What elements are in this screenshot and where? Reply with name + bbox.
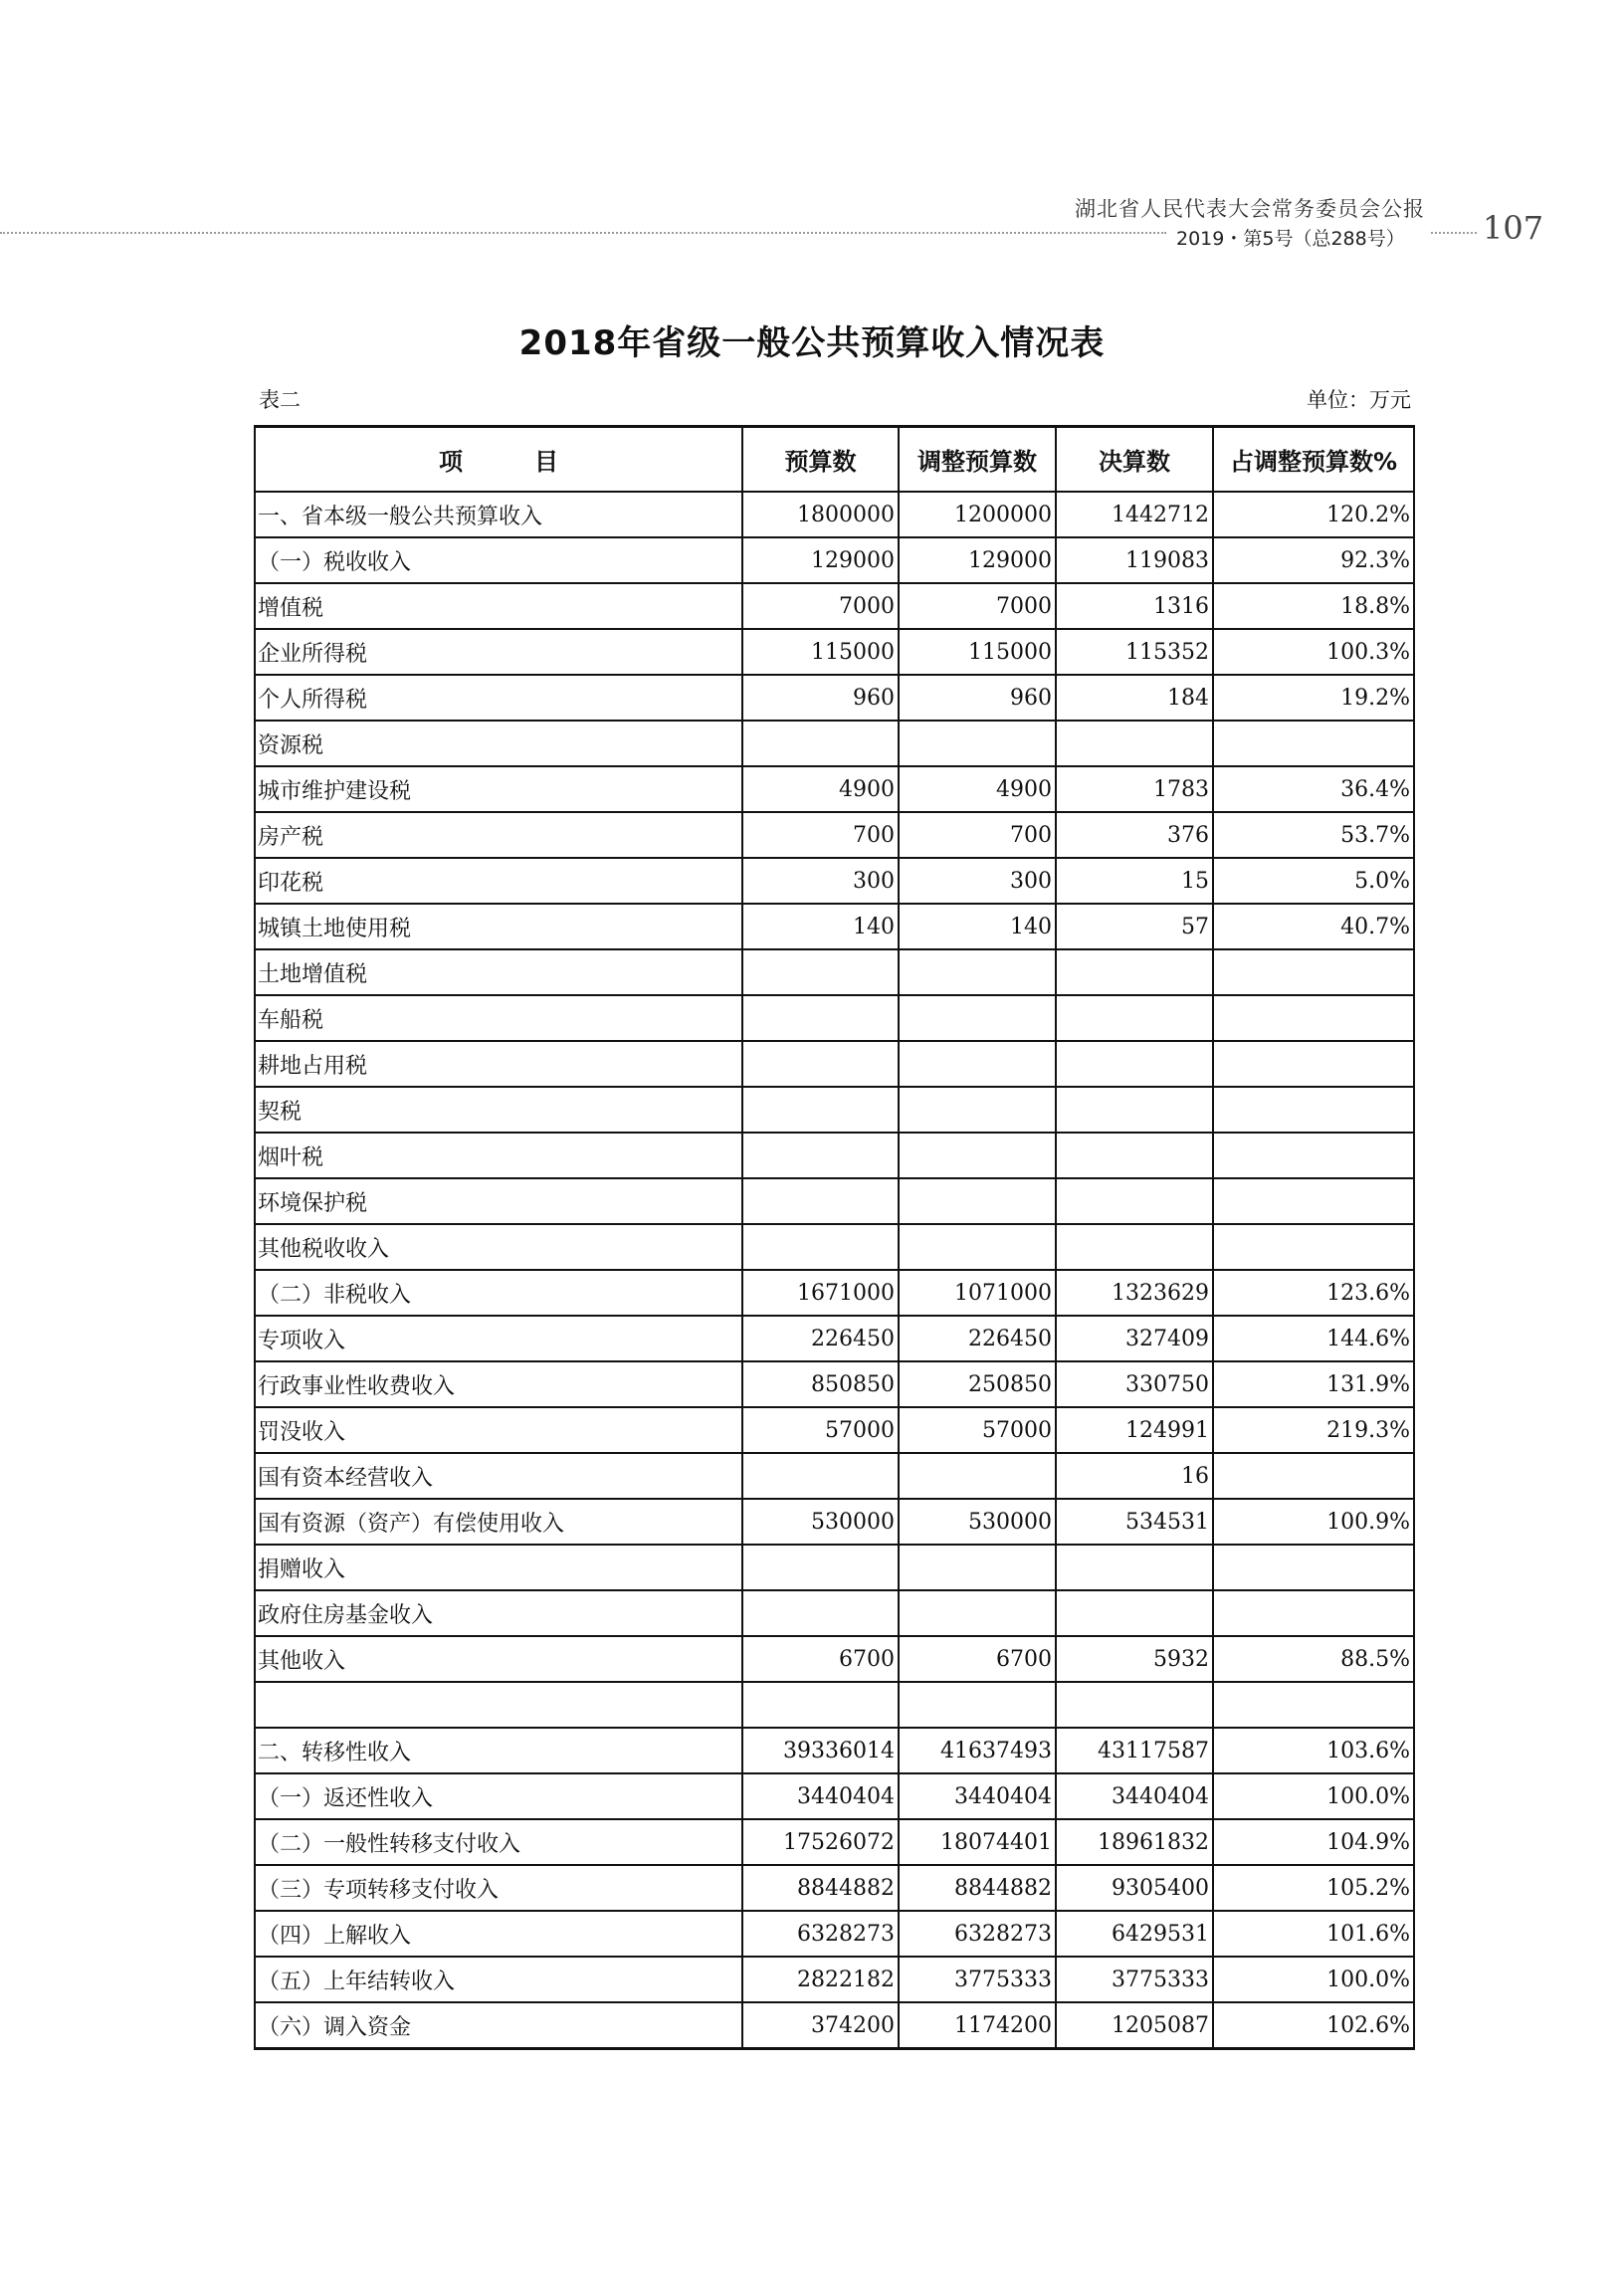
cell-pct: 5.0% bbox=[1213, 858, 1414, 904]
row-item-label: 城镇土地使用税 bbox=[255, 904, 742, 949]
table-row bbox=[255, 1957, 1414, 2002]
table-row bbox=[255, 2002, 1414, 2049]
table-row bbox=[255, 858, 1414, 904]
cell-budget bbox=[742, 1224, 899, 1270]
cell-final: 15 bbox=[1056, 858, 1213, 904]
cell-pct: 120.2% bbox=[1213, 492, 1414, 537]
cell-pct: 100.9% bbox=[1213, 1499, 1414, 1545]
cell-final: 43117587 bbox=[1056, 1728, 1213, 1773]
cell-budget: 300 bbox=[742, 858, 899, 904]
cell-pct bbox=[1213, 1041, 1414, 1087]
cell-pct: 53.7% bbox=[1213, 812, 1414, 858]
cell-pct: 40.7% bbox=[1213, 904, 1414, 949]
cell-final: 6429531 bbox=[1056, 1911, 1213, 1957]
cell-budget: 1800000 bbox=[742, 492, 899, 537]
cell-pct: 19.2% bbox=[1213, 675, 1414, 721]
cell-final bbox=[1056, 1041, 1213, 1087]
cell-budget: 115000 bbox=[742, 629, 899, 675]
table-row bbox=[255, 492, 1414, 537]
cell-adjusted bbox=[899, 721, 1056, 766]
cell-final bbox=[1056, 949, 1213, 995]
cell-final: 18961832 bbox=[1056, 1819, 1213, 1865]
cell-budget: 140 bbox=[742, 904, 899, 949]
cell-budget: 850850 bbox=[742, 1361, 899, 1407]
cell-budget bbox=[742, 1178, 899, 1224]
cell-adjusted: 6328273 bbox=[899, 1911, 1056, 1957]
row-item-label: 政府住房基金收入 bbox=[255, 1590, 742, 1636]
row-item-label: 印花税 bbox=[255, 858, 742, 904]
cell-pct bbox=[1213, 1682, 1414, 1728]
cell-pct: 131.9% bbox=[1213, 1361, 1414, 1407]
table-row bbox=[255, 1224, 1414, 1270]
cell-budget bbox=[742, 1545, 899, 1590]
cell-final: 3775333 bbox=[1056, 1957, 1213, 2002]
cell-final bbox=[1056, 1682, 1213, 1728]
issue-number: 2019・第5号（总288号） bbox=[1176, 228, 1405, 250]
cell-adjusted bbox=[899, 949, 1056, 995]
row-item-label: （五）上年结转收入 bbox=[255, 1957, 742, 2002]
row-item-label: 行政事业性收费收入 bbox=[255, 1361, 742, 1407]
cell-budget bbox=[742, 1133, 899, 1178]
cell-budget: 226450 bbox=[742, 1316, 899, 1361]
cell-budget: 530000 bbox=[742, 1499, 899, 1545]
cell-adjusted: 140 bbox=[899, 904, 1056, 949]
table-row bbox=[255, 1499, 1414, 1545]
column-header-item: 项 目 bbox=[255, 427, 742, 493]
table-row bbox=[255, 1545, 1414, 1590]
cell-adjusted: 57000 bbox=[899, 1407, 1056, 1453]
table-row bbox=[255, 1819, 1414, 1865]
row-item-label: 个人所得税 bbox=[255, 675, 742, 721]
cell-budget bbox=[742, 721, 899, 766]
cell-pct: 104.9% bbox=[1213, 1819, 1414, 1865]
row-item-label: 专项收入 bbox=[255, 1316, 742, 1361]
cell-adjusted: 6700 bbox=[899, 1636, 1056, 1682]
cell-pct: 103.6% bbox=[1213, 1728, 1414, 1773]
cell-adjusted: 1071000 bbox=[899, 1270, 1056, 1316]
table-row bbox=[255, 1361, 1414, 1407]
cell-budget: 6700 bbox=[742, 1636, 899, 1682]
table-row bbox=[255, 1407, 1414, 1453]
table-row bbox=[255, 1453, 1414, 1499]
cell-final bbox=[1056, 1087, 1213, 1133]
row-item-label: （二）非税收入 bbox=[255, 1270, 742, 1316]
cell-budget: 7000 bbox=[742, 583, 899, 629]
cell-final: 327409 bbox=[1056, 1316, 1213, 1361]
row-item-label: 企业所得税 bbox=[255, 629, 742, 675]
column-header-adjusted: 调整预算数 bbox=[899, 427, 1056, 493]
cell-budget: 6328273 bbox=[742, 1911, 899, 1957]
cell-final: 376 bbox=[1056, 812, 1213, 858]
row-item-label: 一、省本级一般公共预算收入 bbox=[255, 492, 742, 537]
cell-final: 534531 bbox=[1056, 1499, 1213, 1545]
row-item-label: 国有资本经营收入 bbox=[255, 1453, 742, 1499]
table-row bbox=[255, 904, 1414, 949]
row-item-label: （一）税收收入 bbox=[255, 537, 742, 583]
row-item-label: 其他收入 bbox=[255, 1636, 742, 1682]
cell-pct: 88.5% bbox=[1213, 1636, 1414, 1682]
cell-pct: 18.8% bbox=[1213, 583, 1414, 629]
row-item-label: （二）一般性转移支付收入 bbox=[255, 1819, 742, 1865]
column-header-final: 决算数 bbox=[1056, 427, 1213, 493]
cell-pct: 100.0% bbox=[1213, 1773, 1414, 1819]
table-row bbox=[255, 1865, 1414, 1911]
row-item-label: 二、转移性收入 bbox=[255, 1728, 742, 1773]
table-row bbox=[255, 995, 1414, 1041]
row-item-label: 土地增值税 bbox=[255, 949, 742, 995]
cell-final bbox=[1056, 1133, 1213, 1178]
row-item-label bbox=[255, 1682, 742, 1728]
cell-budget bbox=[742, 1453, 899, 1499]
cell-pct bbox=[1213, 1224, 1414, 1270]
table-row bbox=[255, 629, 1414, 675]
cell-pct: 102.6% bbox=[1213, 2002, 1414, 2049]
cell-adjusted: 18074401 bbox=[899, 1819, 1056, 1865]
row-item-label: 车船税 bbox=[255, 995, 742, 1041]
header-dotted-rule bbox=[0, 232, 1166, 234]
table-number: 表二 bbox=[259, 388, 301, 412]
cell-budget: 3440404 bbox=[742, 1773, 899, 1819]
cell-budget: 4900 bbox=[742, 766, 899, 812]
cell-budget: 17526072 bbox=[742, 1819, 899, 1865]
cell-pct bbox=[1213, 995, 1414, 1041]
cell-final: 330750 bbox=[1056, 1361, 1213, 1407]
table-row bbox=[255, 1178, 1414, 1224]
cell-pct: 219.3% bbox=[1213, 1407, 1414, 1453]
row-item-label: （六）调入资金 bbox=[255, 2002, 742, 2049]
cell-pct: 92.3% bbox=[1213, 537, 1414, 583]
cell-adjusted: 7000 bbox=[899, 583, 1056, 629]
cell-adjusted: 1174200 bbox=[899, 2002, 1056, 2049]
row-item-label: 其他税收收入 bbox=[255, 1224, 742, 1270]
cell-pct bbox=[1213, 721, 1414, 766]
cell-adjusted: 250850 bbox=[899, 1361, 1056, 1407]
cell-adjusted: 700 bbox=[899, 812, 1056, 858]
cell-final: 9305400 bbox=[1056, 1865, 1213, 1911]
cell-budget: 57000 bbox=[742, 1407, 899, 1453]
cell-adjusted: 3775333 bbox=[899, 1957, 1056, 2002]
cell-budget bbox=[742, 1590, 899, 1636]
cell-budget: 129000 bbox=[742, 537, 899, 583]
cell-final: 184 bbox=[1056, 675, 1213, 721]
cell-adjusted bbox=[899, 1453, 1056, 1499]
row-item-label: （四）上解收入 bbox=[255, 1911, 742, 1957]
table-body bbox=[255, 492, 1414, 2049]
cell-budget bbox=[742, 949, 899, 995]
row-item-label: 罚没收入 bbox=[255, 1407, 742, 1453]
cell-adjusted bbox=[899, 1041, 1056, 1087]
cell-final: 1783 bbox=[1056, 766, 1213, 812]
cell-adjusted: 3440404 bbox=[899, 1773, 1056, 1819]
row-item-label: 增值税 bbox=[255, 583, 742, 629]
cell-adjusted bbox=[899, 1087, 1056, 1133]
table-row bbox=[255, 583, 1414, 629]
cell-budget: 960 bbox=[742, 675, 899, 721]
cell-adjusted bbox=[899, 1545, 1056, 1590]
table-row bbox=[255, 1133, 1414, 1178]
row-item-label: 资源税 bbox=[255, 721, 742, 766]
cell-final: 1323629 bbox=[1056, 1270, 1213, 1316]
table-row bbox=[255, 766, 1414, 812]
cell-adjusted: 8844882 bbox=[899, 1865, 1056, 1911]
table-row bbox=[255, 1041, 1414, 1087]
cell-final: 3440404 bbox=[1056, 1773, 1213, 1819]
cell-final: 57 bbox=[1056, 904, 1213, 949]
table-row bbox=[255, 812, 1414, 858]
cell-budget bbox=[742, 1087, 899, 1133]
cell-budget: 374200 bbox=[742, 2002, 899, 2049]
cell-pct: 101.6% bbox=[1213, 1911, 1414, 1957]
table-header bbox=[255, 427, 1414, 493]
row-item-label: （一）返还性收入 bbox=[255, 1773, 742, 1819]
table-row bbox=[255, 721, 1414, 766]
cell-adjusted: 530000 bbox=[899, 1499, 1056, 1545]
table-row bbox=[255, 1590, 1414, 1636]
header-dotted-rule-right bbox=[1431, 232, 1477, 234]
cell-pct bbox=[1213, 1453, 1414, 1499]
cell-final: 1205087 bbox=[1056, 2002, 1213, 2049]
cell-pct bbox=[1213, 1178, 1414, 1224]
cell-adjusted bbox=[899, 1682, 1056, 1728]
table-row bbox=[255, 1728, 1414, 1773]
table-row bbox=[255, 949, 1414, 995]
cell-final bbox=[1056, 1224, 1213, 1270]
page-number: 107 bbox=[1483, 209, 1544, 247]
cell-adjusted bbox=[899, 1178, 1056, 1224]
cell-budget: 1671000 bbox=[742, 1270, 899, 1316]
column-header-pct: 占调整预算数% bbox=[1213, 427, 1414, 493]
cell-final: 1316 bbox=[1056, 583, 1213, 629]
table-row bbox=[255, 1682, 1414, 1728]
table-row bbox=[255, 1911, 1414, 1957]
cell-final: 1442712 bbox=[1056, 492, 1213, 537]
cell-budget: 39336014 bbox=[742, 1728, 899, 1773]
cell-pct bbox=[1213, 1590, 1414, 1636]
row-item-label: 烟叶税 bbox=[255, 1133, 742, 1178]
cell-final: 115352 bbox=[1056, 629, 1213, 675]
journal-name: 湖北省人民代表大会常务委员会公报 bbox=[1075, 197, 1425, 221]
cell-adjusted bbox=[899, 1224, 1056, 1270]
unit-label: 单位：万元 bbox=[1307, 388, 1411, 412]
table-row bbox=[255, 1087, 1414, 1133]
cell-budget bbox=[742, 995, 899, 1041]
cell-adjusted: 129000 bbox=[899, 537, 1056, 583]
cell-final: 16 bbox=[1056, 1453, 1213, 1499]
row-item-label: 契税 bbox=[255, 1087, 742, 1133]
cell-adjusted: 41637493 bbox=[899, 1728, 1056, 1773]
cell-budget bbox=[742, 1682, 899, 1728]
cell-final bbox=[1056, 1178, 1213, 1224]
cell-adjusted: 300 bbox=[899, 858, 1056, 904]
row-item-label: 城市维护建设税 bbox=[255, 766, 742, 812]
cell-pct bbox=[1213, 949, 1414, 995]
page-title: 2018年省级一般公共预算收入情况表 bbox=[518, 323, 1106, 363]
cell-pct bbox=[1213, 1133, 1414, 1178]
header-row bbox=[255, 427, 1414, 493]
cell-adjusted bbox=[899, 1590, 1056, 1636]
table-row bbox=[255, 537, 1414, 583]
cell-final: 119083 bbox=[1056, 537, 1213, 583]
table-row bbox=[255, 675, 1414, 721]
cell-budget: 8844882 bbox=[742, 1865, 899, 1911]
table-row bbox=[255, 1316, 1414, 1361]
cell-pct bbox=[1213, 1545, 1414, 1590]
cell-budget bbox=[742, 1041, 899, 1087]
column-header-budget: 预算数 bbox=[742, 427, 899, 493]
row-item-label: 环境保护税 bbox=[255, 1178, 742, 1224]
row-item-label: 耕地占用税 bbox=[255, 1041, 742, 1087]
cell-final: 5932 bbox=[1056, 1636, 1213, 1682]
row-item-label: 国有资源（资产）有偿使用收入 bbox=[255, 1499, 742, 1545]
cell-final bbox=[1056, 1545, 1213, 1590]
cell-final: 124991 bbox=[1056, 1407, 1213, 1453]
cell-budget: 2822182 bbox=[742, 1957, 899, 2002]
cell-adjusted bbox=[899, 995, 1056, 1041]
budget-revenue-table bbox=[254, 425, 1415, 2050]
cell-budget: 700 bbox=[742, 812, 899, 858]
cell-pct: 100.3% bbox=[1213, 629, 1414, 675]
cell-final bbox=[1056, 721, 1213, 766]
cell-adjusted bbox=[899, 1133, 1056, 1178]
table-row bbox=[255, 1270, 1414, 1316]
cell-adjusted: 4900 bbox=[899, 766, 1056, 812]
cell-pct: 100.0% bbox=[1213, 1957, 1414, 2002]
cell-adjusted: 1200000 bbox=[899, 492, 1056, 537]
row-item-label: （三）专项转移支付收入 bbox=[255, 1865, 742, 1911]
cell-pct bbox=[1213, 1087, 1414, 1133]
row-item-label: 房产税 bbox=[255, 812, 742, 858]
cell-adjusted: 960 bbox=[899, 675, 1056, 721]
cell-adjusted: 226450 bbox=[899, 1316, 1056, 1361]
table-row bbox=[255, 1773, 1414, 1819]
cell-pct: 123.6% bbox=[1213, 1270, 1414, 1316]
row-item-label: 捐赠收入 bbox=[255, 1545, 742, 1590]
table-row bbox=[255, 1636, 1414, 1682]
cell-final bbox=[1056, 995, 1213, 1041]
cell-final bbox=[1056, 1590, 1213, 1636]
cell-adjusted: 115000 bbox=[899, 629, 1056, 675]
cell-pct: 36.4% bbox=[1213, 766, 1414, 812]
cell-pct: 105.2% bbox=[1213, 1865, 1414, 1911]
cell-pct: 144.6% bbox=[1213, 1316, 1414, 1361]
